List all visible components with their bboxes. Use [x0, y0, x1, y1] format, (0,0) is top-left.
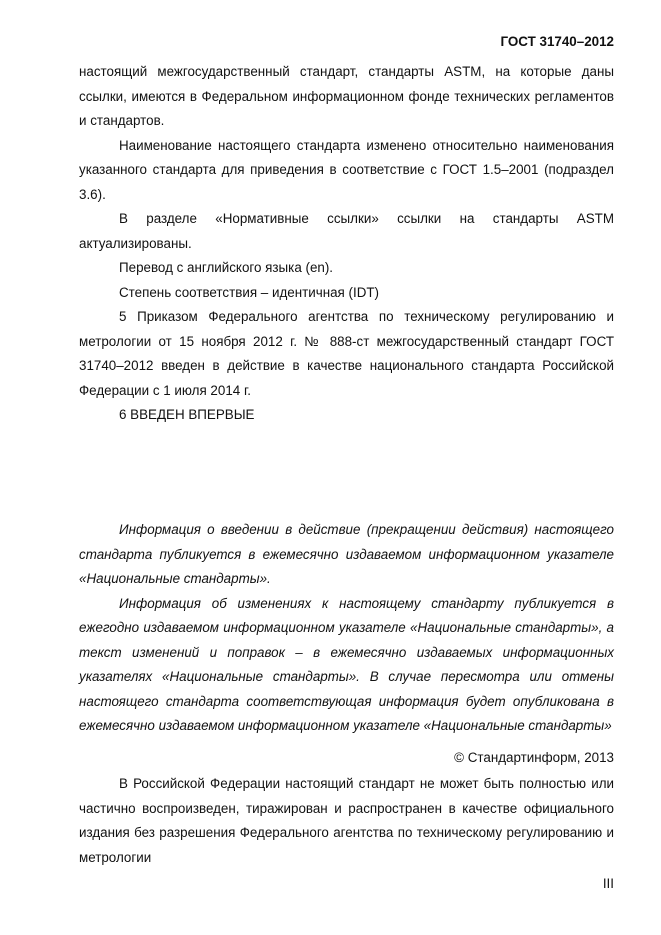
paragraph-conformity: Степень соответствия – идентичная (IDT) — [119, 284, 380, 300]
paragraph-order: 5 Приказом Федерального агентства по техническому регулированию и метрологии от 15 ноября 2012 г. № 888-ст межгосударственный стандарт ГОСТ 31740–2012 введен в действие в качестве национального стандарта Российской Федерации с 1 июля 2014 г. — [79, 309, 614, 398]
paragraph-name-change: Наименование настоящего стандарта изменено относительно наименования указанного стандарта для приведения в соответствие с ГОСТ 1.5–2001 (подраздел 3.6). — [79, 137, 614, 202]
notice-section — [79, 518, 614, 739]
paragraph-first-introduced: 6 ВВЕДЕН ВПЕРВЫЕ — [119, 407, 255, 422]
notice-paragraph-introduction: Информация о введении в действие (прекращении действия) настоящего стандарта публикуется в ежемесячно издаваемом информационном указателе «Национальные стандарты». — [79, 522, 614, 586]
rights-paragraph: В Российской Федерации настоящий стандарт не может быть полностью или частично воспроизведен, тиражирован и распространен в качестве официального издания без разрешения Федерального агентства по техническому регулированию и метрологии — [79, 776, 614, 865]
page-number: III — [602, 876, 614, 891]
paragraph-astm-references: настоящий межгосударственный стандарт, стандарты ASTM, на которые даны ссылки, имеются в Федеральном информационном фонде технических регламентов и стандартов. — [79, 64, 614, 128]
copyright-line: © Стандартинформ, 2013 — [454, 750, 614, 765]
paragraph-translation: Перевод с английского языка (en). — [119, 260, 334, 275]
preface-section — [79, 60, 614, 428]
notice-paragraph-changes: Информация об изменениях к настоящему стандарту публикуется в ежегодно издаваемом информационном указателе «Национальные стандарты», а текст изменений и поправок – в ежемесячно издаваемых информационных указателях «Национальные стандарты». В случае пересмотра или отмены настоящего стандарта соответствующая информация будет опубликована в ежемесячно издаваемом информационном указателе «Национальные стандарты» — [79, 595, 614, 733]
paragraph-normative-refs: В разделе «Нормативные ссылки» ссылки на стандарты ASTM актуализированы. — [79, 211, 614, 251]
rights-section — [79, 772, 614, 870]
document-header: ГОСТ 31740–2012 — [500, 34, 614, 49]
